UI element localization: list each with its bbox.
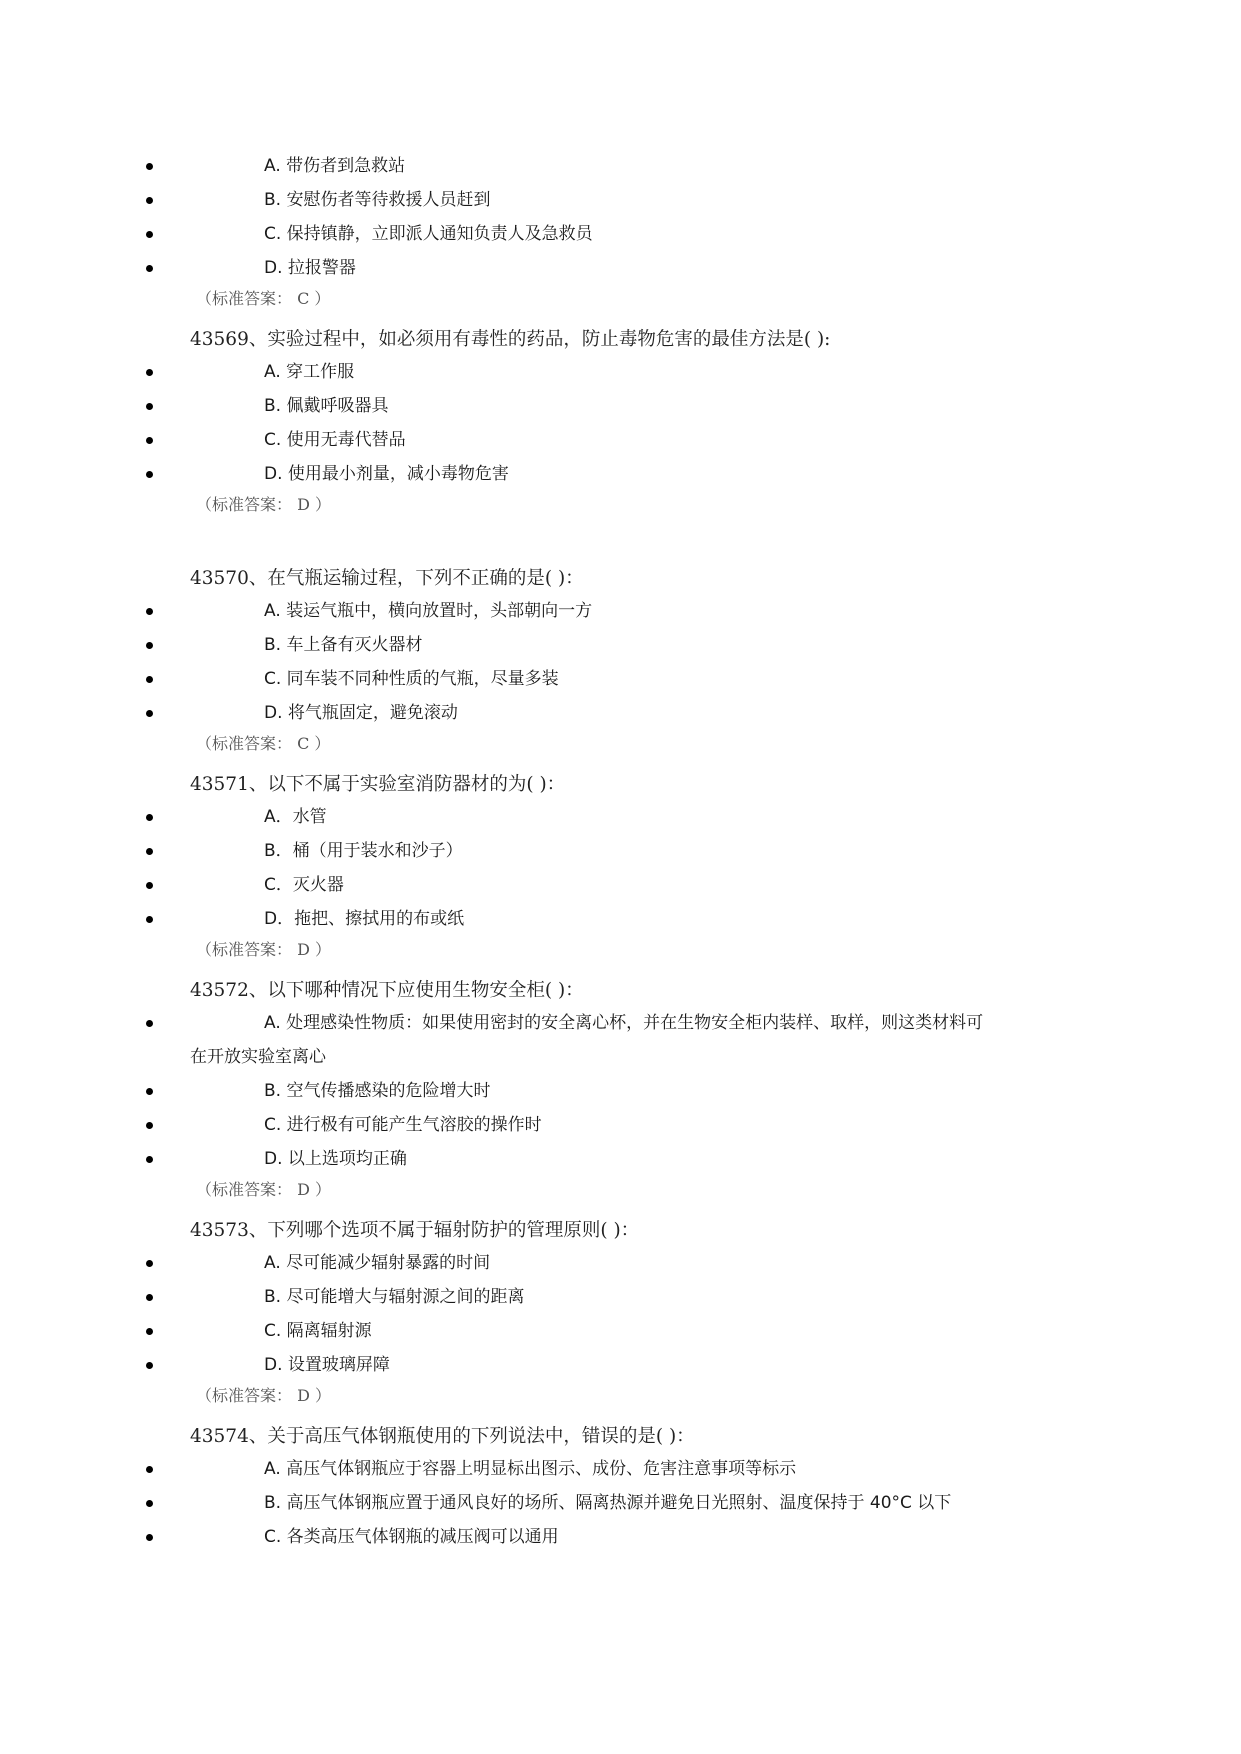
bullet (146, 1248, 156, 1278)
bullet (146, 1282, 156, 1312)
bullet (146, 1488, 156, 1518)
standard-answer: （标准答案： D ） (196, 940, 332, 959)
bullet (146, 459, 156, 489)
bullet (146, 219, 156, 249)
option-c: C. 使用无毒代替品 (264, 430, 406, 450)
option-c: C．灭火器 (264, 875, 344, 895)
option-d: D. 使用最小剂量，减小毒物危害 (264, 464, 509, 484)
option-c: C. 保持镇静，立即派人通知负责人及急救员 (264, 224, 593, 244)
standard-answer: （标准答案： D ） (196, 1386, 332, 1405)
question-43573: 43573、下列哪个选项不属于辐射防护的管理原则( )： (190, 1220, 640, 1241)
option-d: D. 拉报警器 (264, 258, 356, 278)
option-a-continuation: 在开放实验室离心 (190, 1047, 326, 1067)
option-b: B. 尽可能增大与辐射源之间的距离 (264, 1287, 525, 1307)
bullet (146, 802, 156, 832)
bullet (146, 185, 156, 215)
option-c: C. 隔离辐射源 (264, 1321, 372, 1341)
bullet (146, 357, 156, 387)
question-43569: 43569、实验过程中，如必须用有毒性的药品，防止毒物危害的最佳方法是( ): (190, 329, 831, 350)
standard-answer: （标准答案： D ） (196, 1180, 332, 1199)
bullet (146, 253, 156, 283)
option-a: A. 带伤者到急救站 (264, 156, 406, 176)
option-c: C. 同车装不同种性质的气瓶，尽量多装 (264, 669, 559, 689)
bullet (146, 1110, 156, 1140)
bullet (146, 391, 156, 421)
bullet (146, 1008, 156, 1038)
option-d: D. 将气瓶固定，避免滚动 (264, 703, 458, 723)
option-d: D. 设置玻璃屏障 (264, 1355, 390, 1375)
bullet (146, 596, 156, 626)
bullet (146, 1076, 156, 1106)
question-43570: 43570、在气瓶运输过程，下列不正确的是( )： (190, 568, 584, 589)
standard-answer: （标准答案： C ） (196, 734, 331, 753)
question-43572: 43572、以下哪种情况下应使用生物安全柜( )： (190, 980, 584, 1001)
option-c: C. 各类高压气体钢瓶的减压阀可以通用 (264, 1527, 559, 1547)
option-b: B. 高压气体钢瓶应置于通风良好的场所、隔离热源并避免日光照射、温度保持于 40°C 以下 (264, 1493, 952, 1513)
option-a: A. 尽可能减少辐射暴露的时间 (264, 1253, 491, 1273)
bullet (146, 1522, 156, 1552)
option-a: A．水管 (264, 807, 327, 827)
bullet (146, 151, 156, 181)
bullet (146, 904, 156, 934)
bullet (146, 698, 156, 728)
standard-answer: （标准答案： D ） (196, 495, 332, 514)
option-d: D. 以上选项均正确 (264, 1149, 407, 1169)
question-43574: 43574、关于高压气体钢瓶使用的下列说法中，错误的是( )： (190, 1426, 695, 1447)
standard-answer: （标准答案： C ） (196, 289, 331, 308)
option-b: B. 安慰伤者等待救援人员赶到 (264, 190, 491, 210)
option-b: B. 空气传播感染的危险增大时 (264, 1081, 491, 1101)
option-c: C. 进行极有可能产生气溶胶的操作时 (264, 1115, 542, 1135)
option-b: B. 车上备有灭火器材 (264, 635, 423, 655)
bullet (146, 1316, 156, 1346)
option-b: B．桶（用于装水和沙子） (264, 841, 463, 861)
option-a: A. 处理感染性物质：如果使用密封的安全离心杯，并在生物安全柜内装样、取样，则这类材料可 (264, 1013, 984, 1033)
bullet (146, 870, 156, 900)
question-43571: 43571、以下不属于实验室消防器材的为( )： (190, 774, 566, 795)
option-a: A. 高压气体钢瓶应于容器上明显标出图示、成份、危害注意事项等标示 (264, 1459, 797, 1479)
bullet (146, 1454, 156, 1484)
bullet (146, 630, 156, 660)
option-b: B. 佩戴呼吸器具 (264, 396, 389, 416)
bullet (146, 836, 156, 866)
option-a: A. 穿工作服 (264, 362, 355, 382)
bullet (146, 1144, 156, 1174)
bullet (146, 425, 156, 455)
option-d: D．拖把、擦拭用的布或纸 (264, 909, 465, 929)
bullet (146, 1350, 156, 1380)
bullet (146, 664, 156, 694)
option-a: A. 装运气瓶中，横向放置时，头部朝向一方 (264, 601, 593, 621)
